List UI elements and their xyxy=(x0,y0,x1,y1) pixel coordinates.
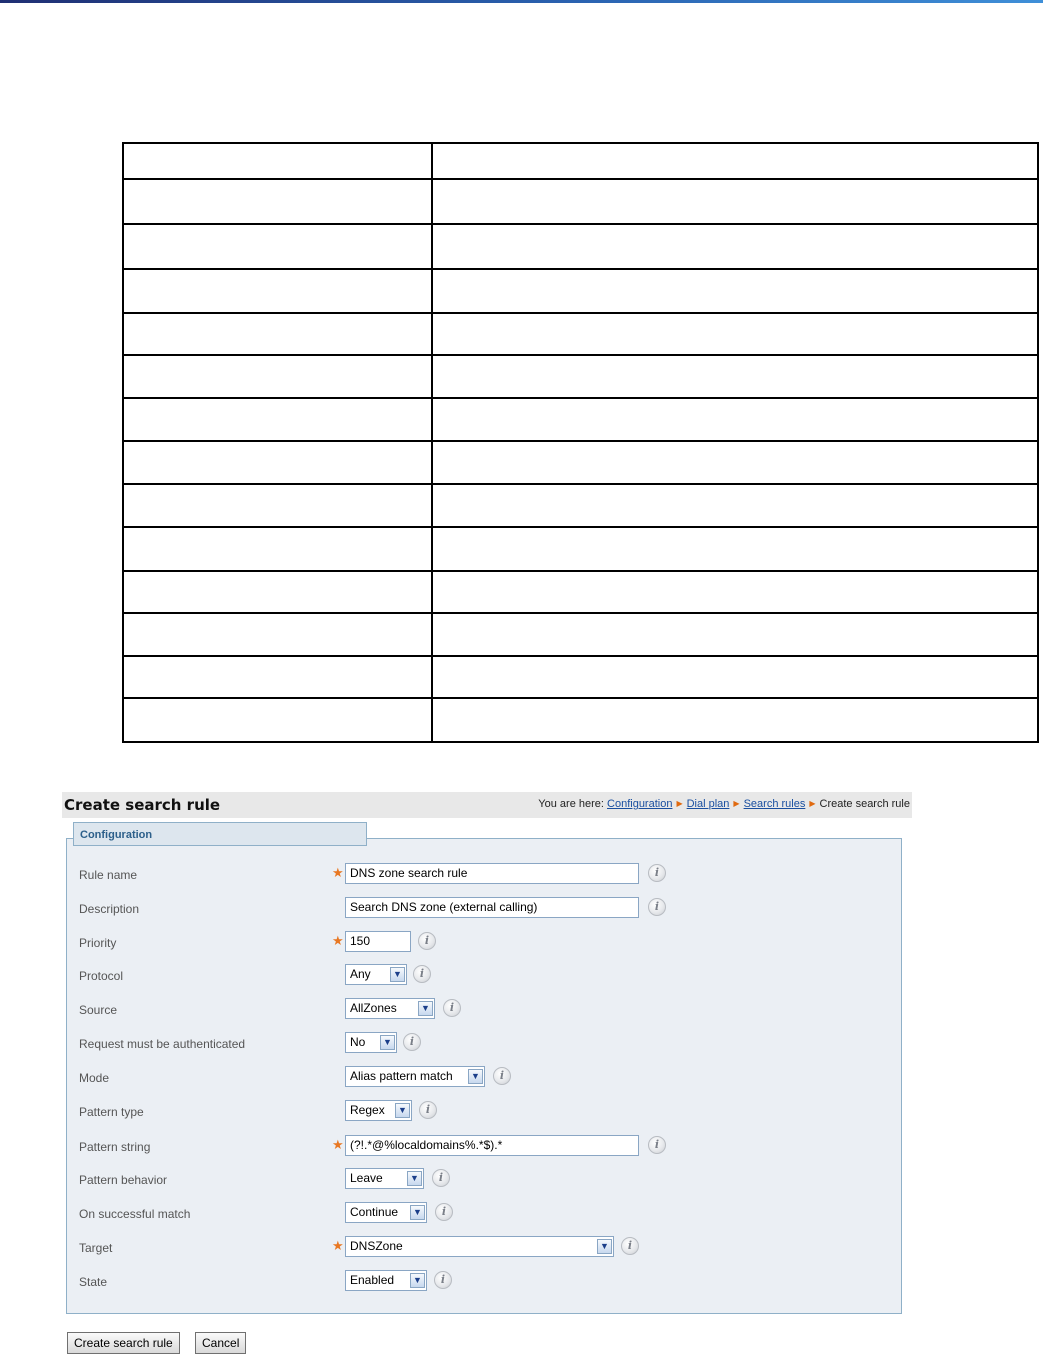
info-icon[interactable]: i xyxy=(493,1067,511,1085)
chevron-down-icon: ▼ xyxy=(597,1239,612,1254)
table-row xyxy=(123,571,1038,613)
field-label: Target xyxy=(79,1241,113,1255)
info-icon[interactable]: i xyxy=(419,1101,437,1119)
breadcrumb-link-configuration[interactable]: Configuration xyxy=(607,798,673,810)
required-asterisk-icon: ★ xyxy=(332,1138,344,1153)
required-asterisk-icon: ★ xyxy=(332,866,344,881)
breadcrumb-arrow-icon: ▶ xyxy=(676,799,683,808)
form-row-protocol xyxy=(62,964,912,988)
field-label: On successful match xyxy=(79,1207,191,1221)
form-row-priority xyxy=(62,931,912,955)
table-row xyxy=(123,527,1038,571)
table-row xyxy=(123,398,1038,441)
info-icon[interactable]: i xyxy=(434,1271,452,1289)
pattern-string-input[interactable]: (?!.*@%localdomains%.*$).* xyxy=(345,1135,639,1156)
info-icon[interactable]: i xyxy=(648,864,666,882)
table-row xyxy=(123,355,1038,398)
info-icon[interactable]: i xyxy=(648,1136,666,1154)
info-icon[interactable]: i xyxy=(413,965,431,983)
chevron-down-icon: ▼ xyxy=(418,1001,433,1016)
section-label: Configuration xyxy=(73,822,367,846)
pattern-behavior-select[interactable] xyxy=(345,1168,424,1189)
mode-select[interactable] xyxy=(345,1066,485,1087)
page-title: Create search rule xyxy=(64,796,221,814)
field-label: Source xyxy=(79,1003,118,1017)
field-label: Protocol xyxy=(79,969,124,983)
select-value: AllZones xyxy=(350,1001,397,1015)
chevron-down-icon: ▼ xyxy=(395,1103,410,1118)
select-value: Leave xyxy=(350,1171,383,1185)
create-search-rule-button[interactable]: Create search rule xyxy=(67,1332,180,1354)
field-label: Request must be authenticated xyxy=(79,1037,246,1051)
form-row-on-successful-match xyxy=(62,1202,912,1226)
chevron-down-icon: ▼ xyxy=(390,967,405,982)
chevron-down-icon: ▼ xyxy=(410,1205,425,1220)
select-value: Continue xyxy=(350,1205,399,1219)
create-search-rule-screen xyxy=(62,792,912,1358)
field-label: Pattern string xyxy=(79,1140,151,1154)
table-row xyxy=(123,179,1038,224)
select-value: Enabled xyxy=(350,1273,395,1287)
table-row xyxy=(123,441,1038,484)
description-input[interactable]: Search DNS zone (external calling) xyxy=(345,897,639,918)
table-row xyxy=(123,484,1038,527)
breadcrumb xyxy=(538,798,910,810)
form-row-target xyxy=(62,1236,912,1260)
form-row-mode xyxy=(62,1066,912,1090)
form-row-rule-name xyxy=(62,863,912,887)
chevron-down-icon: ▼ xyxy=(468,1069,483,1084)
protocol-select[interactable] xyxy=(345,964,407,985)
field-label: Rule name xyxy=(79,868,138,882)
top-accent-bar xyxy=(0,0,1043,3)
source-select[interactable] xyxy=(345,998,435,1019)
breadcrumb-current: Create search rule xyxy=(819,798,910,810)
table-row xyxy=(123,656,1038,698)
select-value: No xyxy=(350,1035,366,1049)
info-icon[interactable]: i xyxy=(418,932,436,950)
chevron-down-icon: ▼ xyxy=(407,1171,422,1186)
chevron-down-icon: ▼ xyxy=(380,1035,395,1050)
select-value: Regex xyxy=(350,1103,385,1117)
form-row-state xyxy=(62,1270,912,1294)
request-authenticated-select[interactable] xyxy=(345,1032,397,1053)
form-row-request-authenticated xyxy=(62,1032,912,1056)
priority-input[interactable]: 150 xyxy=(345,931,411,952)
pattern-type-select[interactable] xyxy=(345,1100,412,1121)
select-value: Any xyxy=(350,967,371,981)
table-row xyxy=(123,313,1038,355)
breadcrumb-link-search-rules[interactable]: Search rules xyxy=(743,798,806,810)
form-row-pattern-string xyxy=(62,1135,912,1159)
field-label: Description xyxy=(79,902,140,916)
form-row-source xyxy=(62,998,912,1022)
field-label: State xyxy=(79,1275,108,1289)
page-header xyxy=(62,792,912,818)
table-row xyxy=(123,613,1038,656)
info-icon[interactable]: i xyxy=(621,1237,639,1255)
table-row xyxy=(123,143,1038,179)
rule-name-input[interactable]: DNS zone search rule xyxy=(345,863,639,884)
form-row-description xyxy=(62,897,912,921)
target-select[interactable] xyxy=(345,1236,614,1257)
cancel-button[interactable]: Cancel xyxy=(195,1332,246,1354)
info-icon[interactable]: i xyxy=(403,1033,421,1051)
field-label: Mode xyxy=(79,1071,110,1085)
required-asterisk-icon: ★ xyxy=(332,934,344,949)
info-icon[interactable]: i xyxy=(432,1169,450,1187)
select-value: Alias pattern match xyxy=(350,1069,453,1083)
on-successful-match-select[interactable] xyxy=(345,1202,427,1223)
info-icon[interactable]: i xyxy=(435,1203,453,1221)
info-icon[interactable]: i xyxy=(648,898,666,916)
select-value: DNSZone xyxy=(350,1239,403,1253)
field-label: Priority xyxy=(79,936,117,950)
field-label: Pattern type xyxy=(79,1105,144,1119)
field-label: Pattern behavior xyxy=(79,1173,168,1187)
form-row-pattern-behavior xyxy=(62,1168,912,1192)
table-row xyxy=(123,269,1038,313)
form-row-pattern-type xyxy=(62,1100,912,1124)
breadcrumb-arrow-icon: ▶ xyxy=(809,799,816,808)
required-asterisk-icon: ★ xyxy=(332,1239,344,1254)
breadcrumb-arrow-icon: ▶ xyxy=(733,799,740,808)
chevron-down-icon: ▼ xyxy=(410,1273,425,1288)
table-row xyxy=(123,698,1038,742)
info-icon[interactable]: i xyxy=(443,999,461,1017)
empty-table xyxy=(122,142,1039,743)
breadcrumb-prefix: You are here: xyxy=(538,798,604,810)
state-select[interactable] xyxy=(345,1270,427,1291)
table-row xyxy=(123,224,1038,269)
breadcrumb-link-dial-plan[interactable]: Dial plan xyxy=(686,798,730,810)
